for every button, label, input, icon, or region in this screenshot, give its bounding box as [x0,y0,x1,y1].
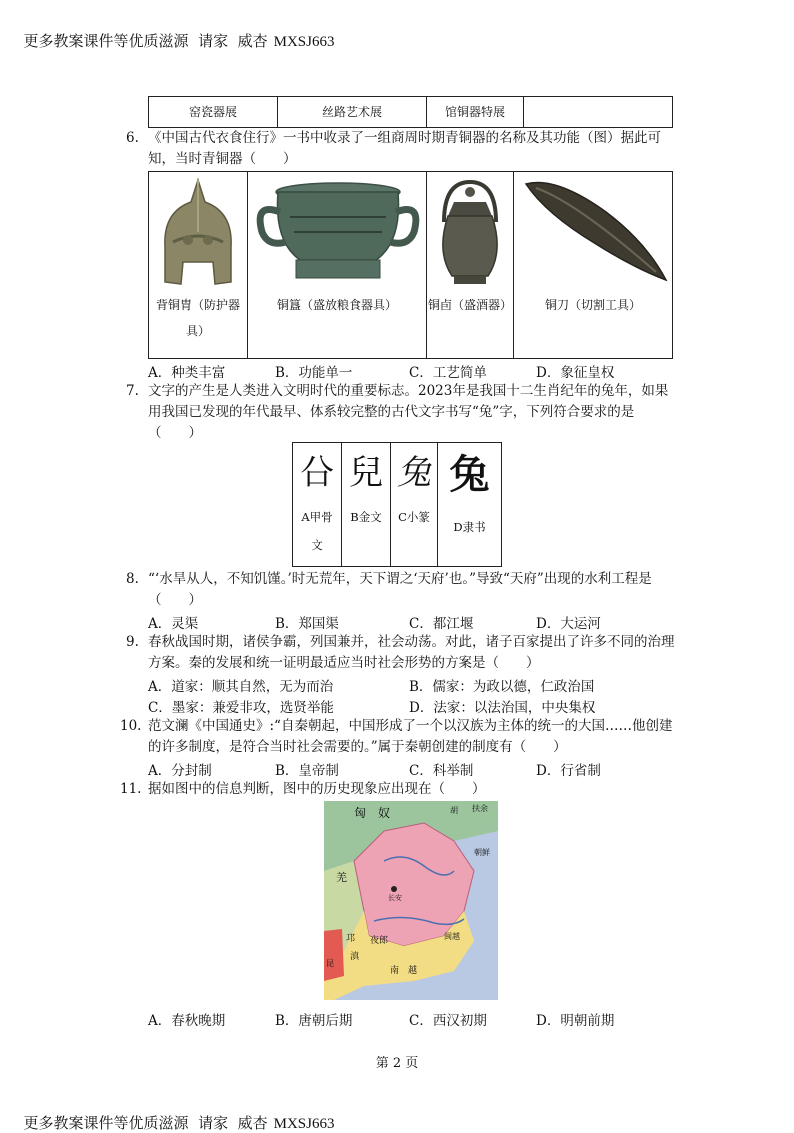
option-a[interactable]: A．春秋晚期 [148,1013,226,1029]
option-c[interactable]: C．都江堰 [409,616,474,632]
knife-caption: 铜刀（切割工具） [544,298,641,312]
you-caption: 铜卣（盛酒器） [427,298,512,312]
glyph-d: 兔 [449,451,490,498]
glyph-b: 兒 [349,453,383,493]
option-b[interactable]: B．郑国渠 [275,616,339,632]
glyph-table [292,442,502,567]
question-11 [120,779,678,800]
option-b[interactable]: B．功能单一 [275,365,353,381]
option-c[interactable]: C．科举制 [409,763,474,779]
question-text: 《中国古代衣食住行》一书中收录了一组商周时期青铜器的名称及其功能（图）据此可知，当时青铜器（ ） [148,130,661,167]
label-hu: 胡 [450,806,458,815]
bronze-cell-helmet [149,172,248,359]
banner-code: MXSJ663 [273,1116,335,1132]
label-fuyu: 扶余 [472,804,488,813]
glyph-a: 㕣 [300,453,334,493]
question-number: 11. [120,781,142,797]
option-c[interactable]: C．墨家：兼爱非攻，选贤举能 [148,700,334,716]
option-c[interactable]: C．西汉初期 [409,1013,487,1029]
option-b[interactable]: B．唐朝后期 [275,1013,353,1029]
page-number: 第 2 页 [375,1056,419,1071]
option-b[interactable]: B．皇帝制 [275,763,339,779]
changan-marker [391,886,397,892]
question-text: 春秋战国时期，诸侯争霸，列国兼并，社会动荡。对此，诸子百家提出了许多不同的治理方案。秦的发展和统一证明最适应当时社会形势的方案是（ ） [148,634,675,671]
glyph-cell-c [391,443,438,567]
helmet-caption: 背铜胄（防护器具） [155,298,240,338]
label-nanyue: 南 越 [390,966,418,976]
option-d[interactable]: D．象征皇权 [536,365,615,381]
option-a[interactable]: A．种类丰富 [148,365,226,381]
label-chaoxian: 朝鲜 [474,848,490,857]
glyph-cell-b [342,443,391,567]
question-9 [126,632,678,674]
label-qiong: 邛 [346,934,356,944]
gui-vessel-icon [250,172,425,292]
question-8 [126,569,678,611]
glyph-b-label: B金文 [350,510,382,524]
banner-code: MXSJ663 [273,34,335,50]
bronze-cell-you [427,172,514,359]
question-6 [126,128,678,170]
question-text: 范文澜《中国通史》:“自秦朝起，中国形成了一个以汉族为主体的统一的大国……他创建的许多制度，是符合当时社会需要的。”属于秦朝创建的制度有（ ） [148,718,673,755]
option-d[interactable]: D．行省制 [536,763,601,779]
label-yelang: 夜郎 [370,936,389,946]
question-number: 9. [126,634,139,650]
option-d[interactable]: D．大运河 [536,616,601,632]
glyph-d-label: D隶书 [453,520,486,534]
you-vessel-icon [430,172,510,292]
exhibit-cell-3: 馆铜器特展 [427,97,524,128]
banner-text: 更多教案课件等优质滋源 请家 威杏 [23,1114,268,1132]
question-10 [120,716,678,758]
option-a[interactable]: A．分封制 [148,763,212,779]
label-dian: 滇 [350,952,360,962]
label-xiongnu: 匈 奴 [354,806,391,820]
label-changan: 长安 [388,894,402,902]
question-7 [126,381,678,444]
question-number: 7. [126,383,139,399]
question-text: “‘水旱从人，不知饥馑。’时无荒年，天下谓之‘天府’也。”导致“天府”出现的水利工程是（ ） [148,571,652,608]
option-b[interactable]: B．儒家：为政以德，仁政治国 [409,679,595,695]
glyph-c: 兔 [397,453,431,493]
footer-banner [14,1094,334,1133]
han-map [324,801,498,1000]
header-banner [14,12,334,51]
question-text: 文字的产生是人类进入文明时代的重要标志。2023年是我国十二生肖纪年的兔年，如果用我国已发现的年代最早、体系较完整的古代文字书写“兔”字，下列符合要求的是（ ） [148,383,669,441]
label-qiang: 羌 [336,871,347,884]
glyph-cell-a [293,443,342,567]
bronze-cell-knife [514,172,673,359]
glyph-a-label: A甲骨文 [301,510,333,552]
map-west-region [324,929,344,981]
label-minyue: 闽越 [444,932,460,941]
question-text: 据如图中的信息判断，图中的历史现象应出现在（ ） [148,781,486,797]
option-d[interactable]: D．明朝前期 [536,1013,615,1029]
gui-caption: 铜簋（盛放粮食器具） [276,298,397,312]
exhibit-cell-4 [524,97,673,128]
helmet-icon [153,172,243,292]
bronze-cell-gui [248,172,427,359]
label-kun: 昆 [326,959,334,968]
exhibit-cell-2: 丝路艺术展 [278,97,427,128]
option-a[interactable]: A．灵渠 [148,616,199,632]
bronze-table [148,171,673,359]
exhibit-cell-1: 窑瓷器展 [149,97,278,128]
option-d[interactable]: D．法家：以法治国，中央集权 [409,700,596,716]
option-c[interactable]: C．工艺简单 [409,365,487,381]
banner-text: 更多教案课件等优质滋源 请家 威杏 [23,32,268,50]
knife-icon [516,172,671,292]
question-number: 8. [126,571,139,587]
option-a[interactable]: A．道家：顺其自然，无为而治 [148,679,334,695]
question-number: 10. [120,718,142,734]
glyph-cell-d [438,443,502,567]
exhibit-table [148,96,673,128]
question-number: 6. [126,130,139,146]
glyph-c-label: C小篆 [398,510,430,524]
